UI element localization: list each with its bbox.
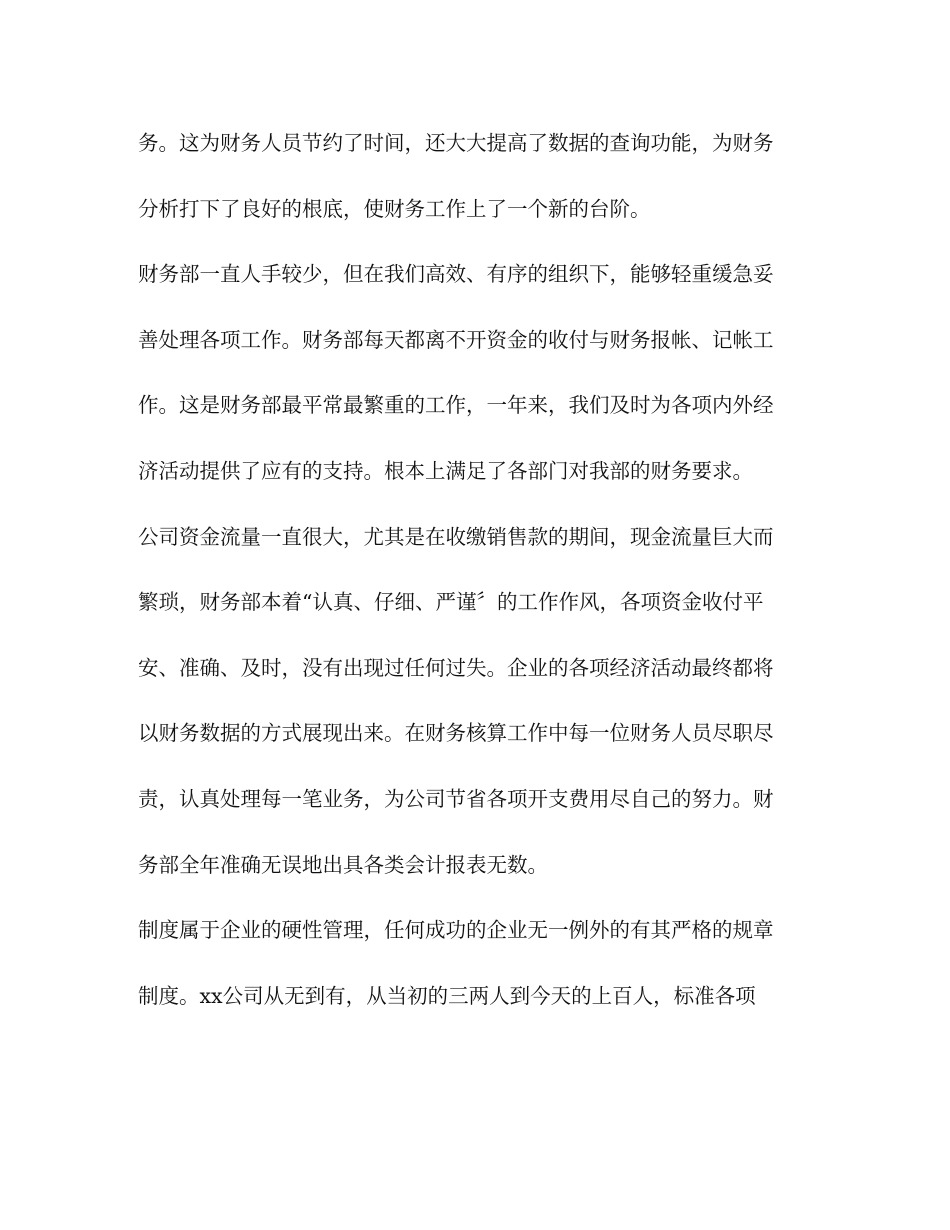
text-line: 作。这是财务部最平常最繁重的工作，一年来，我们及时为各项内外经 bbox=[138, 393, 774, 418]
text-line: 制度。xx公司从无到有，从当初的三两人到今天的上百人，标准各项 bbox=[138, 983, 756, 1008]
text-line: 善处理各项工作。财务部每天都离不开资金的收付与财务报帐、记帐工 bbox=[138, 327, 774, 352]
text-line: 以财务数据的方式展现出来。在财务核算工作中每一位财务人员尽职尽 bbox=[138, 721, 774, 746]
text-line: 济活动提供了应有的支持。根本上满足了各部门对我部的财务要求。 bbox=[138, 458, 753, 483]
text-line: 制度属于企业的硬性管理，任何成功的企业无一例外的有其严格的规章 bbox=[138, 918, 774, 943]
text-line: 公司资金流量一直很大，尤其是在收缴销售款的期间，现金流量巨大而 bbox=[138, 524, 774, 549]
text-line: 责，认真处理每一笔业务，为公司节省各项开支费用尽自己的努力。财 bbox=[138, 786, 774, 811]
text-line: 财务部一直人手较少，但在我们高效、有序的组织下，能够轻重缓急妥 bbox=[138, 262, 774, 287]
text-line: 分析打下了良好的根底，使财务工作上了一个新的台阶。 bbox=[138, 196, 651, 221]
body-text bbox=[138, 121, 828, 1039]
text-line: 安、准确、及时，没有出现过任何过失。企业的各项经济活动最终都将 bbox=[138, 655, 774, 680]
text-line: 务。这为财务人员节约了时间，还大大提高了数据的查询功能，为财务 bbox=[138, 131, 774, 155]
text-line: 务部全年准确无误地出具各类会计报表无数。 bbox=[138, 852, 548, 877]
text-line: 繁琐，财务部本着“认真、仔细、严谨〞的工作作风，各项资金收付平 bbox=[138, 590, 764, 615]
